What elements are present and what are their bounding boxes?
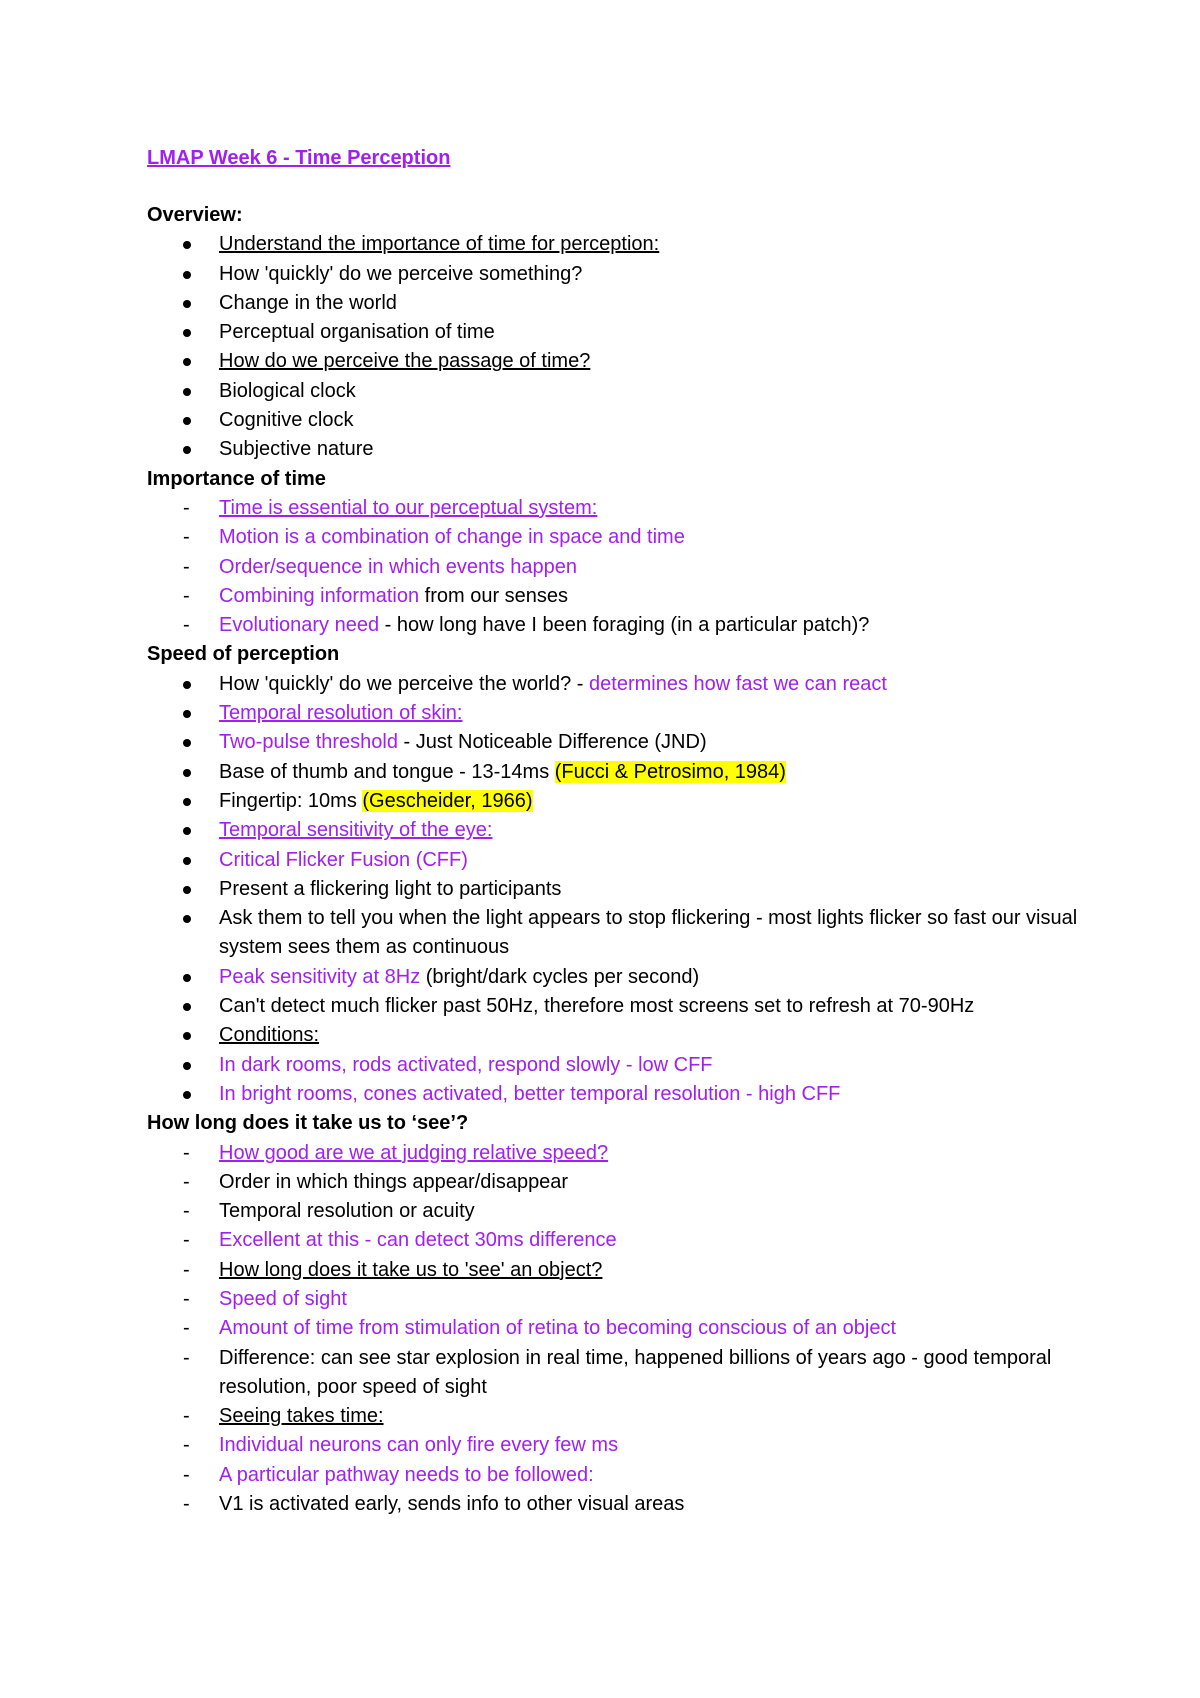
dash-icon: [183, 1461, 207, 1490]
list-item: - Amount of time from stimulation of retina to becoming conscious of an object: [147, 1314, 1097, 1343]
citation-highlight: (Gescheider, 1966): [362, 789, 533, 812]
dash-icon: [183, 1285, 207, 1314]
list-item: - Temporal resolution or acuity: [147, 1197, 1097, 1226]
dash-icon: [183, 1431, 207, 1460]
bullet-icon: [183, 289, 207, 318]
list-item: - Seeing takes time:: [147, 1402, 1097, 1431]
dash-icon: [183, 1490, 207, 1519]
bullet-icon: [183, 728, 207, 757]
citation-highlight: (Fucci & Petrosimo, 1984): [554, 760, 786, 783]
list-item: - Evolutionary need - how long have I been foraging (in a particular patch)?: [147, 611, 1097, 640]
list-item: Ask them to tell you when the light appears to stop flickering - most lights flicker so fast our visual system sees them as continuous: [147, 904, 1097, 963]
list-item: - Time is essential to our perceptual system:: [147, 494, 1097, 523]
bullet-icon: [183, 904, 207, 933]
bullet-icon: [183, 318, 207, 347]
list-item: Conditions:: [147, 1021, 1097, 1050]
list-item: Change in the world: [147, 289, 1097, 318]
dash-icon: [183, 1256, 207, 1285]
bullet-icon: [183, 347, 207, 376]
see-list: [147, 1139, 1097, 1520]
bullet-icon: [183, 875, 207, 904]
list-item: Biological clock: [147, 377, 1097, 406]
list-item: Understand the importance of time for perception:: [147, 230, 1097, 259]
bullet-icon: [183, 230, 207, 259]
bullet-icon: [183, 787, 207, 816]
list-item: Cognitive clock: [147, 406, 1097, 435]
dash-icon: [183, 553, 207, 582]
list-item: In bright rooms, cones activated, better temporal resolution - high CFF: [147, 1080, 1097, 1109]
list-item: - Speed of sight: [147, 1285, 1097, 1314]
list-item: Subjective nature: [147, 435, 1097, 464]
section-heading-overview: Overview:: [147, 204, 243, 226]
list-item: - Difference: can see star explosion in real time, happened billions of years ago - good temporal resolution, poor speed of sight: [147, 1344, 1097, 1403]
importance-list: [147, 494, 1097, 640]
bullet-icon: [183, 816, 207, 845]
list-item: - A particular pathway needs to be followed:: [147, 1461, 1097, 1490]
list-item: How 'quickly' do we perceive something?: [147, 260, 1097, 289]
list-item: Temporal sensitivity of the eye:: [147, 816, 1097, 845]
dash-icon: [183, 1344, 207, 1373]
section-heading-see: How long does it take us to ‘see’?: [147, 1112, 469, 1135]
list-item: How 'quickly' do we perceive the world? - determines how fast we can react: [147, 670, 1097, 699]
bullet-icon: [183, 260, 207, 289]
dash-icon: [183, 1197, 207, 1226]
bullet-icon: [183, 1051, 207, 1080]
list-item: Temporal resolution of skin:: [147, 699, 1097, 728]
section-heading-speed: Speed of perception: [147, 643, 340, 666]
list-item: Present a flickering light to participants: [147, 875, 1097, 904]
dash-icon: [183, 1402, 207, 1431]
document-title: LMAP Week 6 - Time Perception: [147, 147, 451, 169]
dash-icon: [183, 1314, 207, 1343]
bullet-icon: [183, 1080, 207, 1109]
dash-icon: [183, 494, 207, 523]
list-item: - How good are we at judging relative speed?: [147, 1139, 1097, 1168]
list-item: - Order in which things appear/disappear: [147, 1168, 1097, 1197]
dash-icon: [183, 1226, 207, 1255]
list-item: Critical Flicker Fusion (CFF): [147, 846, 1097, 875]
bullet-icon: [183, 992, 207, 1021]
bullet-icon: [183, 1021, 207, 1050]
list-item: Perceptual organisation of time: [147, 318, 1097, 347]
dash-icon: [183, 523, 207, 552]
list-item: - Motion is a combination of change in space and time: [147, 523, 1097, 552]
dash-icon: [183, 611, 207, 640]
bullet-icon: [183, 406, 207, 435]
list-item: - Combining information from our senses: [147, 582, 1097, 611]
list-item: - V1 is activated early, sends info to other visual areas: [147, 1490, 1097, 1519]
document-page: [147, 143, 1097, 1519]
bullet-icon: [183, 435, 207, 464]
overview-list: [147, 230, 1097, 464]
list-item: How do we perceive the passage of time?: [147, 347, 1097, 376]
dash-icon: [183, 1168, 207, 1197]
list-item: In dark rooms, rods activated, respond slowly - low CFF: [147, 1051, 1097, 1080]
list-item: - Order/sequence in which events happen: [147, 553, 1097, 582]
list-item: - How long does it take us to 'see' an object?: [147, 1256, 1097, 1285]
bullet-icon: [183, 963, 207, 992]
bullet-icon: [183, 758, 207, 787]
speed-list: [147, 670, 1097, 1109]
list-item: - Excellent at this - can detect 30ms difference: [147, 1226, 1097, 1255]
list-item: Base of thumb and tongue - 13-14ms (Fucci & Petrosimo, 1984): [147, 758, 1097, 787]
list-item: Peak sensitivity at 8Hz (bright/dark cycles per second): [147, 963, 1097, 992]
section-heading-importance: Importance of time: [147, 467, 326, 490]
list-item: Two-pulse threshold - Just Noticeable Difference (JND): [147, 728, 1097, 757]
list-item: - Individual neurons can only fire every few ms: [147, 1431, 1097, 1460]
bullet-icon: [183, 670, 207, 699]
dash-icon: [183, 582, 207, 611]
bullet-icon: [183, 377, 207, 406]
bullet-icon: [183, 846, 207, 875]
dash-icon: [183, 1139, 207, 1168]
bullet-icon: [183, 699, 207, 728]
list-item: Can't detect much flicker past 50Hz, therefore most screens set to refresh at 70-90Hz: [147, 992, 1097, 1021]
list-item: Fingertip: 10ms (Gescheider, 1966): [147, 787, 1097, 816]
